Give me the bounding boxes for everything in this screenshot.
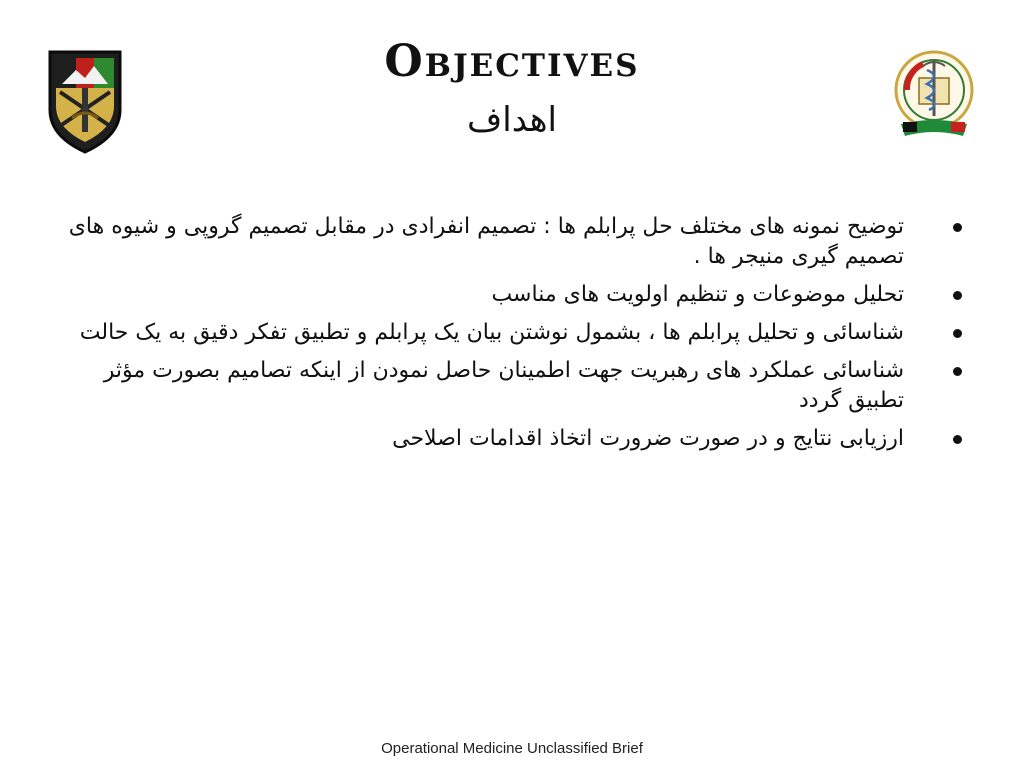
bullet-icon: [953, 223, 962, 232]
objective-text: شناسائی عملکرد های رهبریت جهت اطمینان حاصل نمودن از اینکه تصامیم بصورت مؤثر تطبیق گردد: [103, 358, 904, 413]
objective-item: [56, 356, 968, 416]
objective-text: توضیح نمونه های مختلف حل پرابلم ها : تصمیم انفرادی در مقابل تصمیم گروپی و شیوه های تصمیم گیری منیجر ها .: [68, 214, 904, 269]
slide-subtitle: اهداف: [467, 100, 557, 140]
slide-title: Objectives: [384, 36, 640, 87]
objective-text: شناسائی و تحلیل پرابلم ها ، بشمول نوشتن بیان یک پرابلم و تطبیق تفکر دقیق به یک حالت: [79, 320, 904, 345]
bullet-icon: [953, 435, 962, 444]
objective-item: [56, 212, 968, 272]
objective-item: [56, 318, 968, 348]
bullet-icon: [953, 367, 962, 376]
objective-item: [56, 280, 968, 310]
objectives-list: [56, 212, 968, 462]
footer-text: Operational Medicine Unclassified Brief: [381, 740, 643, 757]
bullet-icon: [953, 291, 962, 300]
objective-text: تحلیل موضوعات و تنظیم اولویت های مناسب: [491, 282, 904, 307]
objective-text: ارزیابی نتایج و در صورت ضرورت اتخاذ اقدامات اصلاحی: [392, 426, 904, 451]
bullet-icon: [953, 329, 962, 338]
objective-item: [56, 424, 968, 454]
